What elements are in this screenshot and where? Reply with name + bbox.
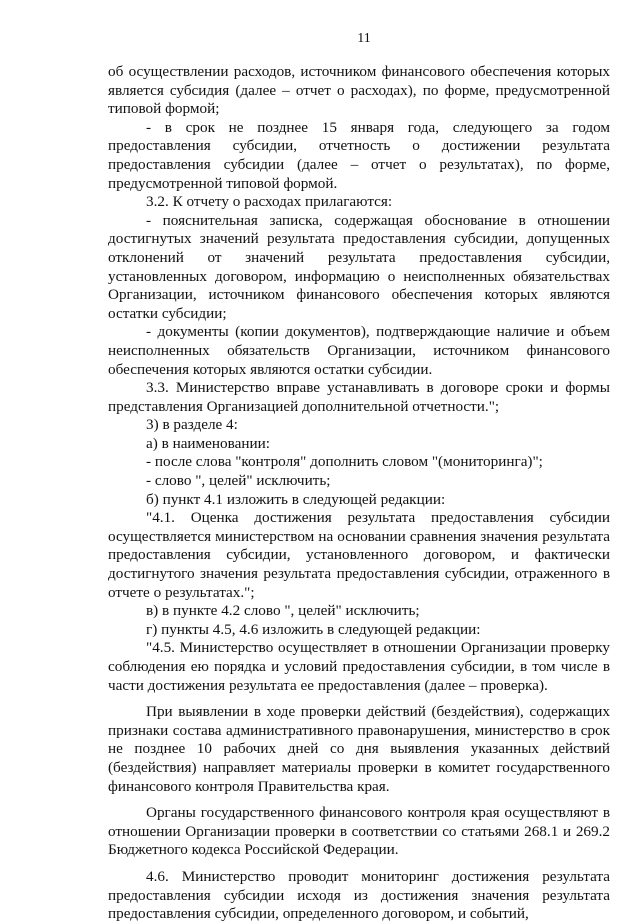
paragraph-1: об осуществлении расходов, источником финансового обеспечения которых является субсидия (далее – отчет о расходах), по форме, предусмотренной типовой формой; [108, 63, 610, 118]
paragraph-18: 4.6. Министерство проводит мониторинг достижения результата предоставления субсидии исходя из достижения значения результата предоставления субсидии, определенного договором, и событий, [108, 867, 610, 923]
paragraph-17: Органы государственного финансового контроля края осуществляют в отношении Организации проверки в соответствии со статьями 268.1 и 269.2 Бюджетного кодекса Российской Федерации. [108, 804, 610, 859]
paragraph-10: - слово ", целей" исключить; [146, 472, 331, 490]
paragraph-5: - документы (копии документов), подтверждающие наличие и объем неисполненных обязательств Организации, источником финансового обеспечения которых являются остатки субсидии. [108, 323, 610, 378]
paragraph-15: "4.5. Министерство осуществляет в отношении Организации проверку соблюдения ею порядка и условий предоставления субсидии, в том числе в части достижения результата ее предоставления (далее – проверка). [108, 639, 610, 694]
paragraph-7: 3) в разделе 4: [146, 416, 238, 434]
paragraph-6: 3.3. Министерство вправе устанавливать в договоре сроки и формы представления Организацией дополнительной отчетности."; [108, 379, 610, 415]
paragraph-2: - в срок не позднее 15 января года, следующего за годом предоставления субсидии, отчетность о достижении результата предоставления субсидии (далее – отчет о результатах), по форме, предусмотренной типовой формой. [108, 118, 610, 192]
paragraph-4: - пояснительная записка, содержащая обоснование в отношении достигнутых значений результата предоставления субсидии, допущенных отклонений от значений результата предоставления субсидии, установленных договором, информацию о неисполненных обязательствах Организации, источником финансового обеспечения которых являются остатки субсидии; [108, 211, 610, 322]
paragraph-13: в) в пункте 4.2 слово ", целей" исключить; [146, 602, 420, 620]
paragraph-11: б) пункт 4.1 изложить в следующей редакции: [146, 490, 446, 508]
page-number: 11 [357, 31, 371, 46]
paragraph-8: а) в наименовании: [146, 434, 270, 452]
paragraph-16: При выявлении в ходе проверки действий (бездействия), содержащих признаки состава административного правонарушения, министерство в срок не позднее 10 рабочих дней со дня выявления указанных действий (бездействия) направляет материалы проверки в комитет государственного финансового контроля Правительства края. [108, 703, 610, 795]
paragraph-14: г) пункты 4.5, 4.6 изложить в следующей редакции: [146, 620, 481, 638]
paragraph-9: - после слова "контроля" дополнить словом "(мониторинга)"; [146, 453, 543, 471]
paragraph-12: "4.1. Оценка достижения результата предоставления субсидии осуществляется министерством на основании сравнения значения результата предоставления субсидии, установленного договором, и фактически достигнутого значения результата предоставления субсидии, отраженного в отчете о результатах."; [108, 509, 610, 601]
paragraph-3: 3.2. К отчету о расходах прилагаются: [146, 193, 393, 211]
